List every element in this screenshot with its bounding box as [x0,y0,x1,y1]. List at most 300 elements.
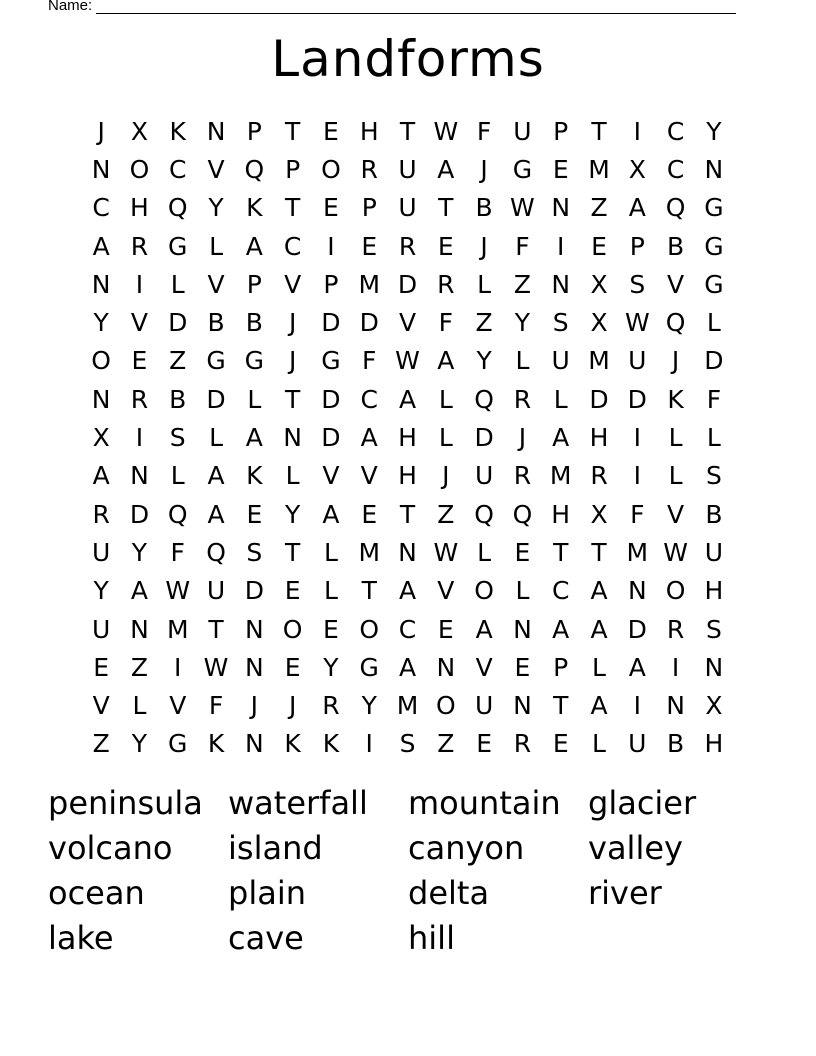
grid-letter: L [323,537,338,567]
grid-letter: Y [131,729,148,759]
grid-letter: R [322,691,340,721]
grid-letter: M [549,461,572,491]
grid-letter: D [321,423,341,453]
grid-letter: D [129,499,150,529]
grid-letter: F [170,537,185,567]
word-list-item: lake [48,919,114,957]
grid-letter: U [474,691,494,721]
grid-letter: Y [476,346,492,376]
grid-letter: Z [130,652,149,682]
name-field [48,0,736,14]
grid-letter: D [359,308,379,338]
grid-letter: N [551,269,571,299]
grid-letter: L [706,423,721,453]
grid-letter: E [131,346,148,376]
grid-letter: L [668,461,683,491]
grid-letter: L [170,461,185,491]
grid-letter: P [629,231,645,261]
grid-letter: V [207,269,225,299]
word-list-item: plain [228,874,306,912]
grid-letter: Q [167,193,188,223]
grid-letter: A [590,691,608,721]
grid-letter: D [704,346,724,376]
grid-letter: Y [361,691,377,721]
grid-letter: R [666,614,685,644]
grid-letter: L [668,423,683,453]
grid-letter: K [284,729,301,759]
grid-letter: O [435,691,456,721]
name-label: Name: [48,0,93,14]
grid-letter: G [168,231,188,261]
grid-letter: C [666,154,685,184]
grid-letter: B [245,308,263,338]
grid-letter: T [591,116,607,146]
grid-letter: J [288,346,297,376]
grid-letter: T [361,576,377,606]
grid-letter: U [513,116,532,146]
grid-letter: S [246,537,263,567]
word-list-item: river [588,874,662,912]
grid-letter: P [553,116,569,146]
word-list-item: mountain [408,784,561,822]
grid-letter: Z [513,269,531,299]
grid-letter: M [358,537,381,567]
grid-letter: V [475,652,493,682]
grid-letter: N [130,461,149,491]
grid-letter: E [514,537,531,567]
grid-letter: A [245,423,263,453]
grid-letter: A [590,576,608,606]
grid-letter: D [627,614,647,644]
grid-letter: Y [93,308,109,338]
word-list-item: volcano [48,829,173,867]
grid-letter: V [284,269,302,299]
grid-letter: Y [706,116,722,146]
grid-letter: V [130,308,148,338]
grid-letter: Y [284,499,301,529]
grid-letter: E [437,614,454,644]
grid-letter: T [284,116,301,146]
grid-letter: J [671,346,680,376]
grid-letter: D [244,576,264,606]
grid-letter: W [663,537,688,567]
grid-letter: V [398,308,417,338]
grid-letter: E [437,231,454,261]
grid-letter: A [628,652,646,682]
grid-letter: K [246,461,263,491]
grid-letter: L [132,691,147,721]
grid-letter: L [438,423,453,453]
grid-letter: N [513,691,532,721]
grid-letter: H [130,193,149,223]
grid-letter: B [667,231,685,261]
word-list-item: delta [408,874,490,912]
word-list-item: island [228,829,323,867]
grid-letter: W [433,537,459,567]
grid-letter: M [358,269,381,299]
grid-letter: Q [206,537,226,567]
grid-letter: N [513,614,532,644]
grid-letter: R [590,461,608,491]
grid-letter: K [207,729,225,759]
grid-letter: G [168,729,188,759]
grid-letter: I [633,461,641,491]
grid-letter: U [704,537,724,567]
grid-letter: G [704,193,724,223]
grid-letter: L [285,461,300,491]
grid-letter: I [174,652,182,682]
grid-letter: E [284,652,301,682]
grid-letter: N [551,193,571,223]
grid-letter: M [588,346,610,376]
grid-letter: B [705,499,723,529]
grid-letter: I [327,231,335,261]
grid-letter: A [437,154,455,184]
grid-letter: F [515,231,530,261]
grid-letter: O [321,154,341,184]
grid-letter: U [474,461,494,491]
grid-letter: P [246,116,262,146]
grid-letter: G [206,346,226,376]
grid-letter: Z [475,308,493,338]
grid-letter: U [628,346,647,376]
grid-letter: T [553,537,569,567]
grid-letter: Q [474,384,494,414]
grid-letter: N [666,691,685,721]
grid-letter: A [245,231,263,261]
grid-letter: L [515,346,530,376]
grid-letter: Q [167,499,188,529]
grid-letter: N [244,729,264,759]
puzzle-title: Landforms [271,30,545,88]
grid-letter: E [476,729,493,759]
grid-letter: A [398,576,417,606]
grid-letter: X [590,308,608,338]
grid-letter: M [626,537,649,567]
grid-letter: W [165,576,191,606]
grid-letter: J [480,231,488,261]
grid-letter: A [207,461,225,491]
grid-letter: R [130,384,149,414]
grid-letter: Q [244,154,265,184]
grid-letter: G [512,154,533,184]
grid-letter: Z [437,499,455,529]
grid-letter: V [169,691,187,721]
grid-letter: S [399,729,416,759]
grid-letter: A [590,614,608,644]
grid-letter: Y [93,576,109,606]
grid-letter: H [398,423,417,453]
grid-letter: I [633,423,641,453]
grid-letter: T [399,499,416,529]
grid-letter: A [322,499,340,529]
grid-letter: U [551,346,570,376]
word-list-item: canyon [408,829,525,867]
grid-letter: H [359,116,379,146]
grid-letter: H [589,423,609,453]
grid-letter: S [169,423,186,453]
grid-letter: A [398,652,417,682]
grid-letter: T [438,193,454,223]
grid-letter: E [93,652,110,682]
grid-letter: K [246,193,263,223]
grid-letter: T [591,537,607,567]
grid-letter: T [284,193,301,223]
grid-letter: J [480,154,488,184]
grid-letter: A [552,614,570,644]
grid-letter: V [360,461,378,491]
grid-letter: A [207,499,225,529]
grid-letter: K [667,384,684,414]
grid-letter: D [168,308,188,338]
grid-letter: L [553,384,568,414]
grid-letter: D [627,384,647,414]
grid-letter: A [130,576,148,606]
grid-letter: X [590,269,608,299]
grid-letter: G [704,231,724,261]
grid-letter: Y [131,537,148,567]
grid-letter: S [705,614,722,644]
grid-letter: Q [474,499,494,529]
grid-letter: P [323,269,339,299]
grid-letter: D [397,269,418,299]
grid-letter: L [515,576,530,606]
grid-letter: N [283,423,302,453]
grid-letter: U [398,154,417,184]
grid-letter: J [442,461,450,491]
grid-letter: Y [208,193,224,223]
grid-letter: A [475,614,493,644]
grid-letter: E [514,652,531,682]
grid-letter: F [438,308,454,338]
grid-letter: W [624,308,650,338]
grid-letter: D [321,384,341,414]
grid-letter: V [322,461,340,491]
grid-letter: Q [512,499,533,529]
grid-letter: Z [437,729,455,759]
grid-letter: P [361,193,377,223]
grid-letter: R [437,269,455,299]
grid-letter: X [92,423,110,453]
grid-letter: V [207,154,225,184]
grid-letter: X [130,116,149,146]
grid-letter: R [513,384,532,414]
grid-letter: R [360,154,378,184]
grid-letter: R [92,499,110,529]
grid-letter: T [399,116,416,146]
grid-letter: N [91,154,111,184]
grid-letter: B [475,193,493,223]
grid-letter: R [398,231,417,261]
grid-letter: E [323,193,339,223]
grid-letter: E [361,231,378,261]
grid-letter: H [704,729,724,759]
grid-letter: D [206,384,226,414]
grid-letter: J [518,423,527,453]
grid-letter: M [396,691,419,721]
grid-letter: E [246,499,263,529]
grid-letter: L [477,537,492,567]
grid-letter: E [284,576,301,606]
grid-letter: I [135,269,144,299]
grid-letter: W [510,193,535,223]
grid-letter: O [665,576,686,606]
grid-letter: D [589,384,609,414]
grid-letter: K [322,729,340,759]
grid-letter: X [590,499,608,529]
grid-letter: T [553,691,569,721]
grid-letter: C [283,231,302,261]
word-list [48,781,768,961]
grid-letter: C [551,576,570,606]
grid-letter: C [169,154,187,184]
grid-letter: C [398,614,417,644]
grid-letter: N [244,652,264,682]
grid-letter: N [91,384,111,414]
grid-letter: R [513,729,532,759]
word-list-item: peninsula [48,784,203,822]
grid-letter: W [395,346,420,376]
grid-letter: X [628,154,646,184]
grid-letter: J [288,691,297,721]
grid-letter: I [671,652,680,682]
grid-letter: J [250,691,259,721]
grid-letter: O [474,576,494,606]
grid-letter: N [91,269,111,299]
grid-letter: G [244,346,265,376]
grid-letter: O [359,614,380,644]
grid-letter: D [474,423,494,453]
grid-letter: T [284,384,301,414]
grid-letter: E [591,231,607,261]
grid-letter: L [209,231,223,261]
grid-letter: L [209,423,223,453]
grid-letter: N [130,614,149,644]
grid-letter: F [476,116,492,146]
grid-letter: B [667,729,685,759]
grid-letter: C [92,193,110,223]
grid-letter: N [627,576,647,606]
grid-letter: F [208,691,224,721]
grid-letter: T [208,614,224,644]
grid-letter: E [323,614,339,644]
grid-letter: Q [665,308,686,338]
grid-letter: O [91,346,111,376]
grid-letter: F [706,384,722,414]
grid-letter: A [437,346,455,376]
grid-letter: H [398,461,417,491]
word-list-item: glacier [588,784,697,822]
grid-letter: Z [169,346,187,376]
grid-letter: A [552,423,570,453]
grid-letter: J [97,116,105,146]
grid-letter: E [323,116,339,146]
grid-letter: B [169,384,187,414]
grid-letter: L [477,269,492,299]
word-list-item: hill [408,919,455,957]
grid-letter: G [704,269,724,299]
grid-letter: A [92,461,110,491]
grid-letter: L [323,576,338,606]
grid-letter: H [551,499,571,529]
grid-letter: I [135,423,144,453]
grid-letter: K [169,116,186,146]
word-list-item: cave [228,919,304,957]
grid-letter: I [557,231,565,261]
grid-letter: C [666,116,685,146]
grid-letter: V [437,576,455,606]
grid-letter: I [365,729,373,759]
grid-letter: I [633,116,641,146]
grid-letter: P [246,269,262,299]
grid-letter: G [321,346,341,376]
grid-letter: W [433,116,459,146]
grid-letter: U [91,614,111,644]
grid-letter: L [592,652,606,682]
grid-letter: I [633,691,641,721]
word-list-item: ocean [48,874,145,912]
grid-letter: S [629,269,646,299]
grid-letter: M [166,614,189,644]
grid-letter: D [321,308,341,338]
letter-grid [82,112,733,763]
grid-letter: O [129,154,150,184]
grid-letter: E [552,729,569,759]
grid-letter: M [588,154,610,184]
grid-letter: V [667,499,685,529]
grid-letter: Y [323,652,339,682]
grid-letter: N [704,154,724,184]
grid-letter: F [362,346,377,376]
grid-letter: U [91,537,111,567]
grid-letter: R [130,231,149,261]
grid-letter: N [244,614,264,644]
grid-letter: S [705,461,722,491]
grid-letter: H [704,576,724,606]
grid-letter: U [398,193,417,223]
grid-letter: T [284,537,301,567]
grid-letter: X [705,691,723,721]
grid-letter: Y [514,308,531,338]
grid-letter: L [170,269,185,299]
grid-letter: C [360,384,378,414]
grid-letter: N [398,537,417,567]
grid-letter: N [206,116,226,146]
grid-letter: A [628,193,646,223]
grid-letter: P [553,652,569,682]
grid-letter: R [513,461,532,491]
grid-letter: B [207,308,225,338]
grid-letter: A [398,384,417,414]
grid-letter: V [667,269,685,299]
grid-letter: U [628,729,647,759]
name-line [96,0,736,14]
grid-letter: W [203,652,229,682]
grid-letter: J [288,308,297,338]
grid-letter: G [359,652,379,682]
grid-letter: V [92,691,110,721]
grid-letter: S [552,308,569,338]
grid-letter: Q [665,193,686,223]
grid-letter: Z [590,193,608,223]
grid-letter: E [361,499,378,529]
grid-letter: N [704,652,724,682]
grid-letter: E [552,154,569,184]
grid-letter: O [282,614,303,644]
grid-letter: A [92,231,110,261]
grid-letter: U [206,576,226,606]
grid-letter: L [438,384,453,414]
